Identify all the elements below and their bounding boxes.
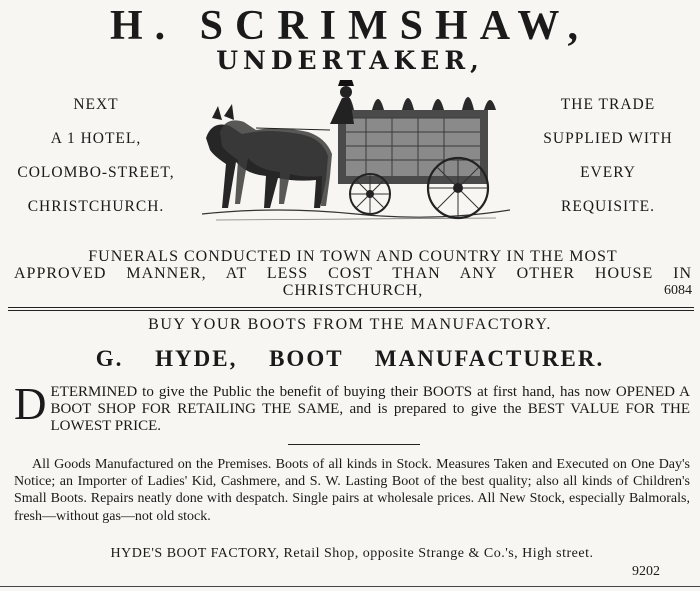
divider-rule xyxy=(8,310,694,311)
scrimshaw-trade: UNDERTAKER, xyxy=(216,46,484,75)
drop-cap: D xyxy=(14,379,47,429)
funerals-line-1: FUNERALS CONDUCTED IN TOWN AND COUNTRY IN THE MOST xyxy=(88,248,618,265)
divider-rule xyxy=(8,307,694,308)
hyde-factory-address: HYDE'S BOOT FACTORY, Retail Shop, opposite Strange & Co.'s, High street. xyxy=(110,546,594,561)
address-line: COLOMBO-STREET, xyxy=(17,164,175,181)
funerals-line-2: APPROVED MANNER, AT LESS COST THAN ANY OTHER HOUSE IN xyxy=(14,265,692,282)
address-line: A 1 HOTEL, xyxy=(50,130,142,147)
divider-rule xyxy=(0,586,700,587)
trade-line: REQUISITE. xyxy=(561,198,655,215)
advert-reference-number: 9202 xyxy=(632,564,660,579)
funerals-line-3-text: CHRISTCHURCH, xyxy=(282,282,424,299)
advert-reference-number: 6084 xyxy=(664,283,692,298)
hyde-title: G. HYDE, BOOT MANUFACTURER. xyxy=(95,346,605,371)
short-divider-rule xyxy=(288,444,420,445)
trade-line: EVERY xyxy=(580,164,636,181)
trade-line: SUPPLIED WITH xyxy=(543,130,673,147)
trade-line: THE TRADE xyxy=(560,96,656,113)
address-line: NEXT xyxy=(73,96,119,113)
funerals-notice xyxy=(14,248,692,299)
hyde-paragraph-1 xyxy=(14,379,690,435)
hyde-paragraph-1-text: ETERMINED to give the Public the benefit of buying their BOOTS at first hand, has now OPENED A BOOT SHOP FOR RETAILING THE SAME, and is prepared to give the BEST VALUE FOR THE LOWEST PRICE. xyxy=(50,384,690,434)
address-line: CHRISTCHURCH. xyxy=(27,198,165,215)
funerals-line-3 xyxy=(14,282,692,299)
scrimshaw-name: H. SCRIMSHAW, xyxy=(109,3,591,49)
address-column xyxy=(4,88,188,224)
hyde-paragraph-2: All Goods Manufactured on the Premises. Boots of all kinds in Stock. Measures Taken and Executed on One Day's Notice; an Importer of Ladies' Kid, Cashmere, and S. W. Lasting Boot of the best quality; also all kinds of Children's Small Boots. Repairs neatly done with despatch. Single pairs at wholesale prices. All New Stock, especially Balmorals, fresh—without gas—not old stock. xyxy=(14,457,690,524)
trade-column xyxy=(516,88,700,224)
hyde-heading: BUY YOUR BOOTS FROM THE MANUFACTORY. xyxy=(148,316,552,333)
horse-drawn-hearse-illustration xyxy=(196,76,514,226)
